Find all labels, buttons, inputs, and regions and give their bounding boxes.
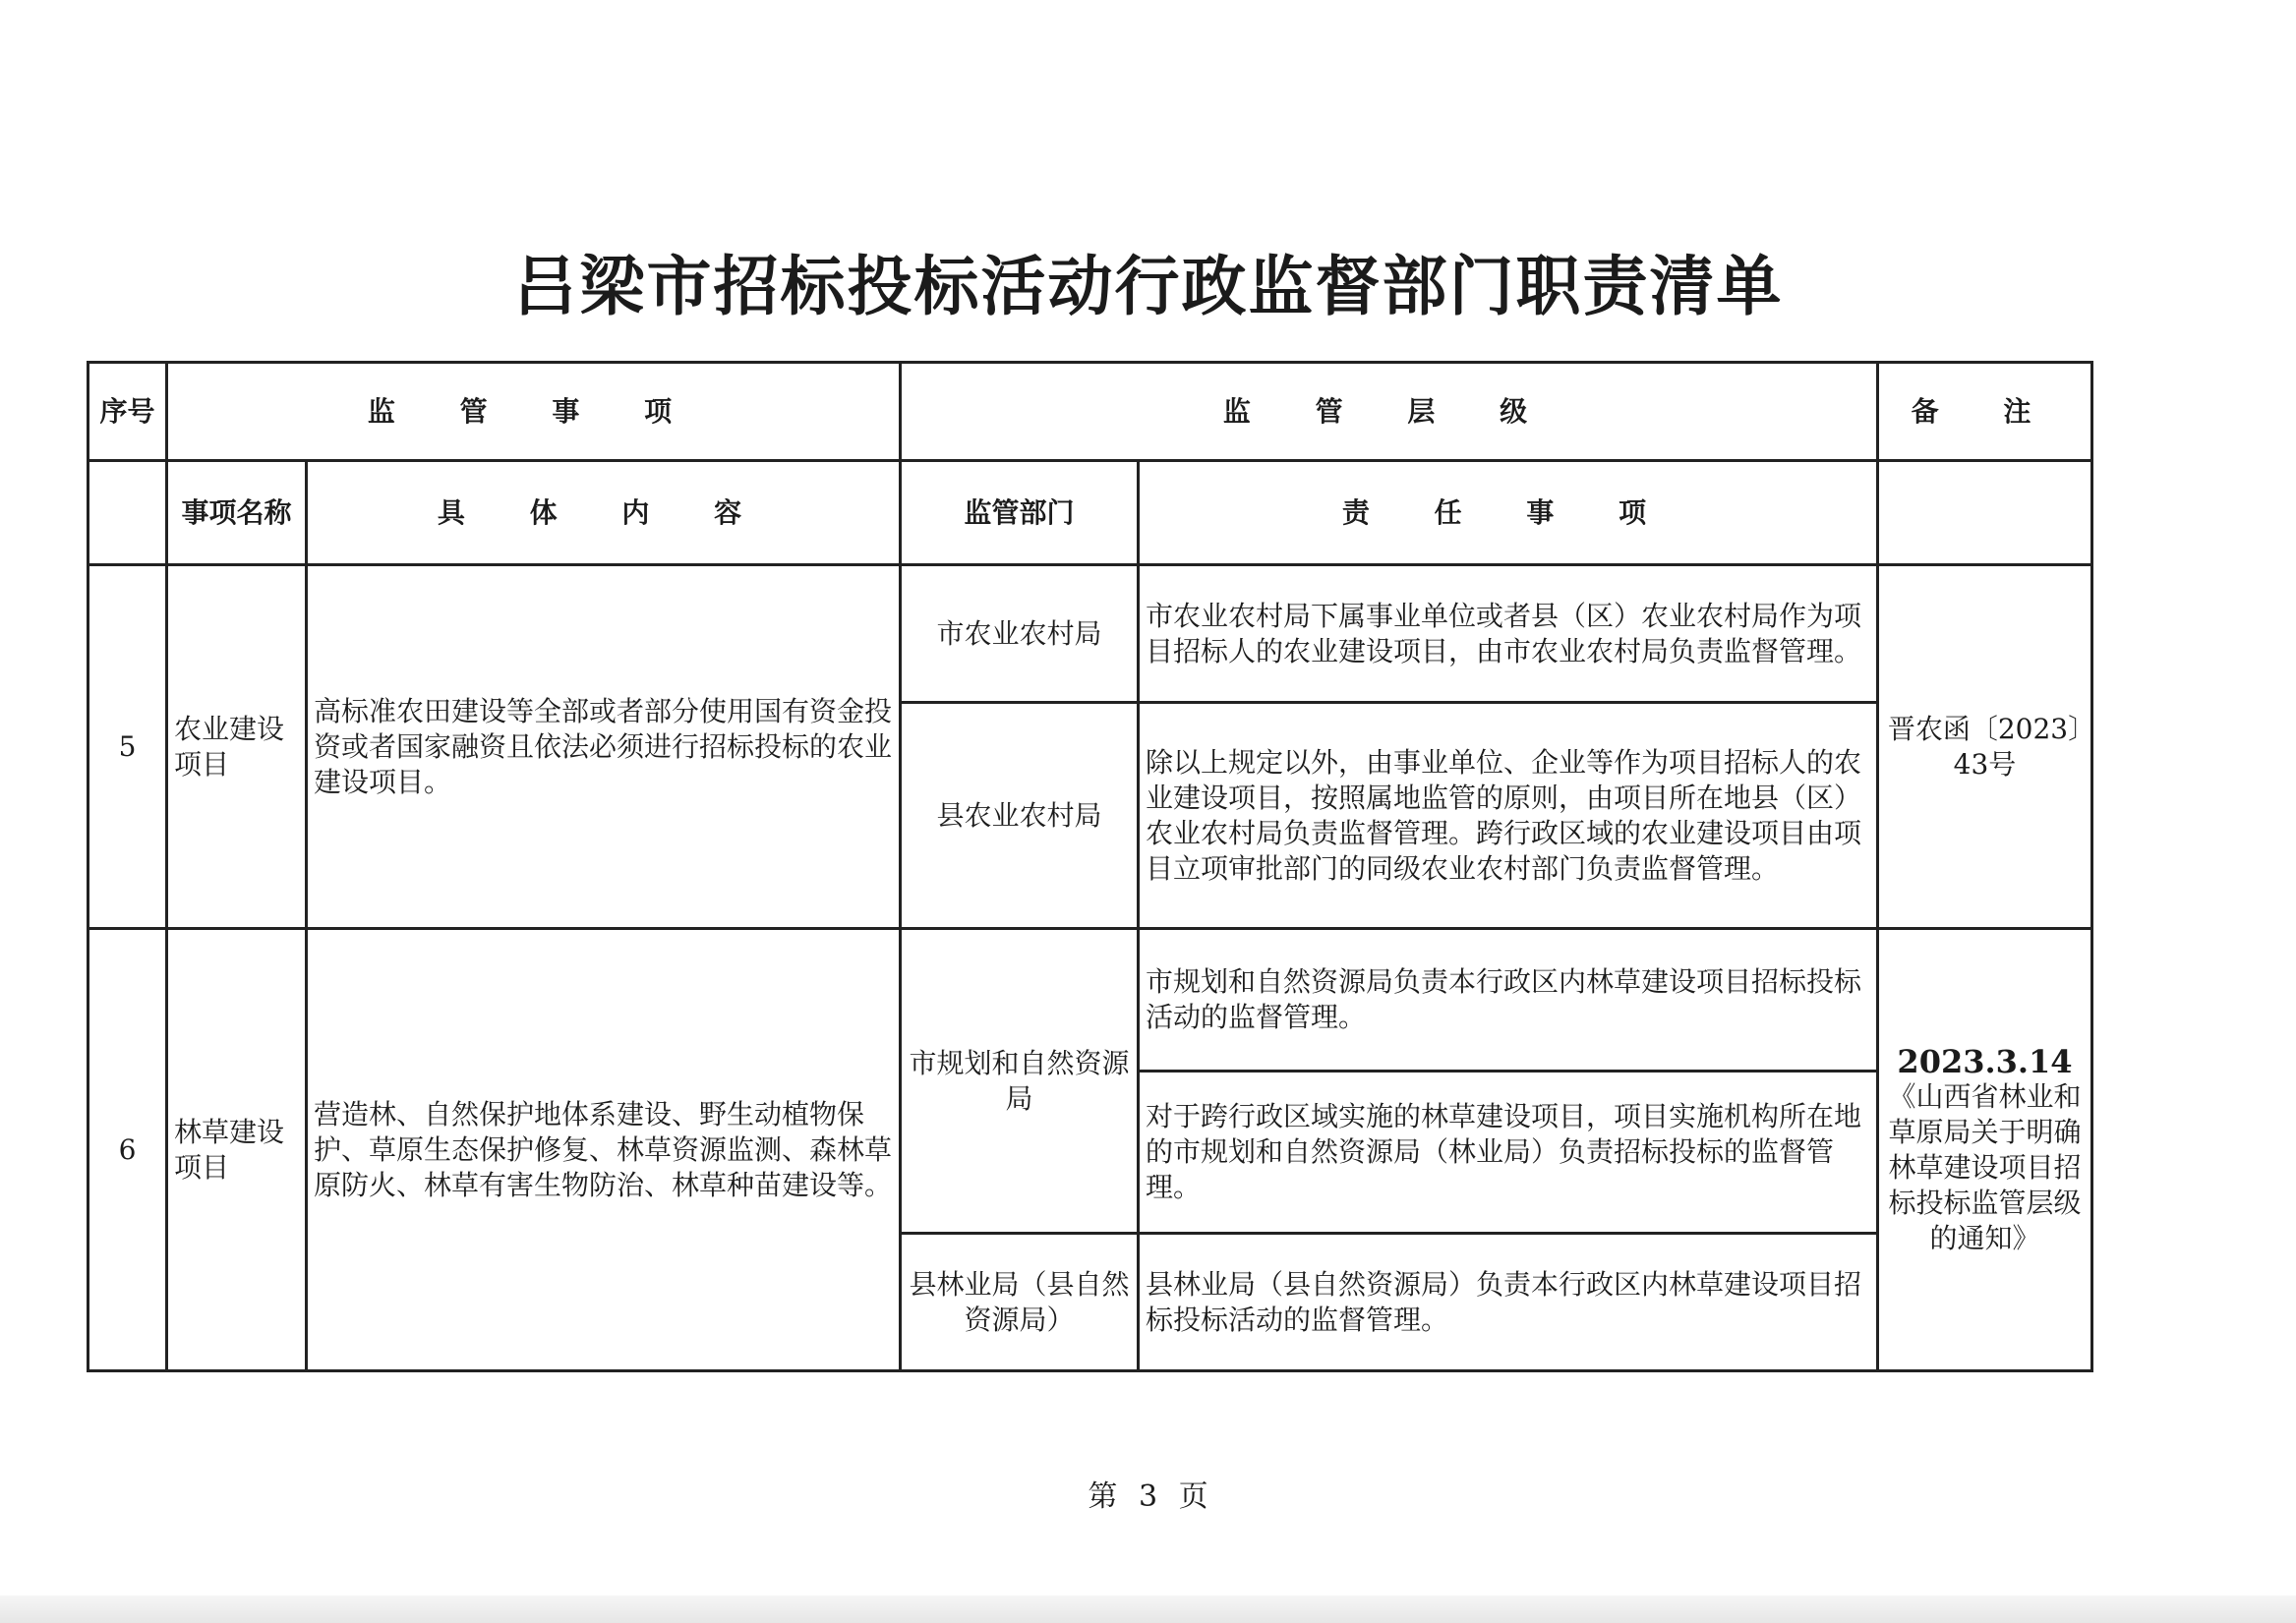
responsibility-table [87, 361, 2093, 1372]
row-matter-name: 农业建设项目 [167, 565, 307, 929]
remarks-text: 《山西省林业和草原局关于明确林草建设项目招标投标监管层级的通知》 [1888, 1079, 2082, 1254]
footer-prefix: 第 [1088, 1479, 1118, 1514]
row-responsibility: 市规划和自然资源局负责本行政区内林草建设项目招标投标活动的监督管理。 [1139, 929, 1878, 1072]
row-department: 市农业农村局 [901, 565, 1139, 703]
header-remarks: 备 注 [1878, 363, 2092, 461]
header-seq: 序号 [88, 363, 167, 461]
header-seq-empty [88, 461, 167, 565]
header-responsibility: 责 任 事 项 [1139, 461, 1878, 565]
row-specific-content: 高标准农田建设等全部或者部分使用国有资金投资或者国家融资且依法必须进行招标投标的农业建设项目。 [307, 565, 901, 929]
row-seq: 6 [88, 929, 167, 1371]
row-department: 县农业农村局 [901, 703, 1139, 929]
row-department: 市规划和自然资源局 [901, 929, 1139, 1234]
row-responsibility: 市农业农村局下属事业单位或者县（区）农业农村局作为项目招标人的农业建设项目，由市农业农村局负责监督管理。 [1139, 565, 1878, 703]
row-responsibility: 除以上规定以外，由事业单位、企业等作为项目招标人的农业建设项目，按照属地监管的原则，由项目所在地县（区）农业农村局负责监督管理。跨行政区域的农业建设项目由项目立项审批部门的同级农业农村部门负责监督管理。 [1139, 703, 1878, 929]
row-remarks: 晋农函〔2023〕43号 [1878, 565, 2092, 929]
footer-page-number: 3 [1138, 1479, 1158, 1514]
header-supervision-matter: 监 管 事 项 [167, 363, 901, 461]
row-responsibility: 对于跨行政区域实施的林草建设项目，项目实施机构所在地的市规划和自然资源局（林业局）负责招标投标的监督管理。 [1139, 1072, 1878, 1234]
header-row-main [88, 363, 2092, 461]
header-supervision-level: 监 管 层 级 [901, 363, 1878, 461]
table-row [88, 929, 2092, 1072]
table-row [88, 565, 2092, 703]
row-matter-name: 林草建设项目 [167, 929, 307, 1371]
row-seq: 5 [88, 565, 167, 929]
row-department: 县林业局（县自然资源局） [901, 1234, 1139, 1371]
row-specific-content: 营造林、自然保护地体系建设、野生动植物保护、草原生态保护修复、林草资源监测、森林草原防火、林草有害生物防治、林草种苗建设等。 [307, 929, 901, 1371]
header-specific-content: 具 体 内 容 [307, 461, 901, 565]
page-footer [0, 1472, 2296, 1515]
row-remarks [1878, 929, 2092, 1371]
scan-edge [0, 1595, 2296, 1623]
footer-suffix: 页 [1178, 1479, 1208, 1514]
remarks-date: 2023.3.14 [1897, 1042, 2073, 1080]
header-remarks-empty [1878, 461, 2092, 565]
page-title: 吕梁市招标投标活动行政监督部门职责清单 [512, 249, 1784, 324]
header-matter-name: 事项名称 [167, 461, 307, 565]
header-department: 监管部门 [901, 461, 1139, 565]
row-responsibility: 县林业局（县自然资源局）负责本行政区内林草建设项目招标投标活动的监督管理。 [1139, 1234, 1878, 1371]
header-row-sub [88, 461, 2092, 565]
